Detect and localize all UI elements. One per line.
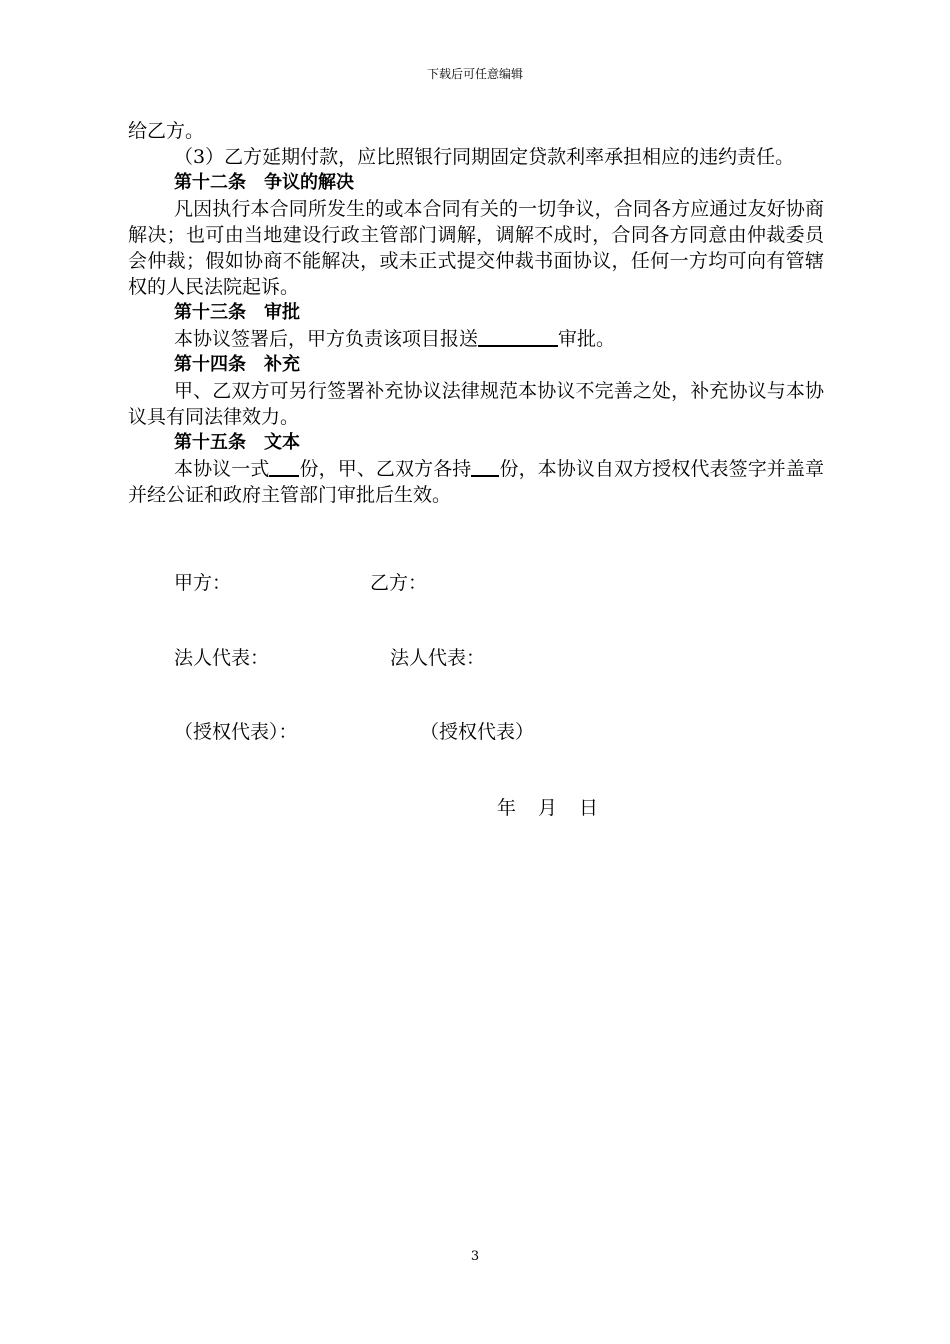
date-day: 日	[579, 797, 599, 819]
article-13-text	[128, 326, 824, 352]
article-15-text-c: 份，本协议自双方授权代表签字并盖章并经公证和政府主管部门审批后生效。	[128, 458, 824, 506]
article-12-heading: 第十二条 争议的解决	[174, 172, 354, 193]
auth-rep-a-label: （授权代表）：	[174, 721, 298, 743]
party-a-label: 甲方：	[174, 572, 232, 594]
article-15-text-b: 份，甲、乙双方各持	[299, 458, 472, 480]
article-15-text	[128, 456, 824, 508]
party-b-label: 乙方：	[370, 572, 428, 594]
copies-total-blank	[269, 457, 299, 477]
article-15-heading: 第十五条 文本	[174, 432, 300, 453]
copies-each-blank	[471, 457, 499, 477]
paragraph-continuation: 给乙方。	[128, 120, 205, 142]
article-15-text-a: 本协议一式	[174, 458, 270, 480]
auth-rep-b-label: （授权代表）	[420, 721, 535, 743]
legal-rep-a-label: 法人代表：	[174, 647, 270, 669]
page-header: 下载后可任意编辑	[426, 67, 523, 81]
date-year: 年	[497, 797, 517, 819]
article-14-text: 甲、乙双方可另行签署补充协议法律规范本协议不完善之处，补充协议与本协议具有同法律效力。	[128, 380, 824, 428]
article-14-heading: 第十四条 补充	[174, 354, 300, 375]
article-13-text-after: 审批。	[558, 328, 616, 350]
approval-authority-blank	[478, 327, 558, 347]
article-13-heading: 第十三条 审批	[174, 302, 300, 323]
page-number: 3	[470, 1249, 480, 1264]
signing-date	[497, 795, 620, 821]
document-body	[128, 118, 824, 508]
paragraph-late-payment: （3）乙方延期付款，应比照银行同期固定贷款利率承担相应的违约责任。	[174, 146, 795, 168]
article-13-text-before: 本协议签署后，甲方负责该项目报送	[174, 328, 479, 350]
article-12-text: 凡因执行本合同所发生的或本合同有关的一切争议，合同各方应通过友好协商解决；也可由当地建设行政主管部门调解，调解不成时，合同各方同意由仲裁委员会仲裁；假如协商不能解决，或未正式提交仲裁书面协议，任何一方均可向有管辖权的人民法院起诉。	[128, 198, 824, 298]
date-month: 月	[538, 797, 558, 819]
legal-rep-b-label: 法人代表：	[390, 647, 486, 669]
